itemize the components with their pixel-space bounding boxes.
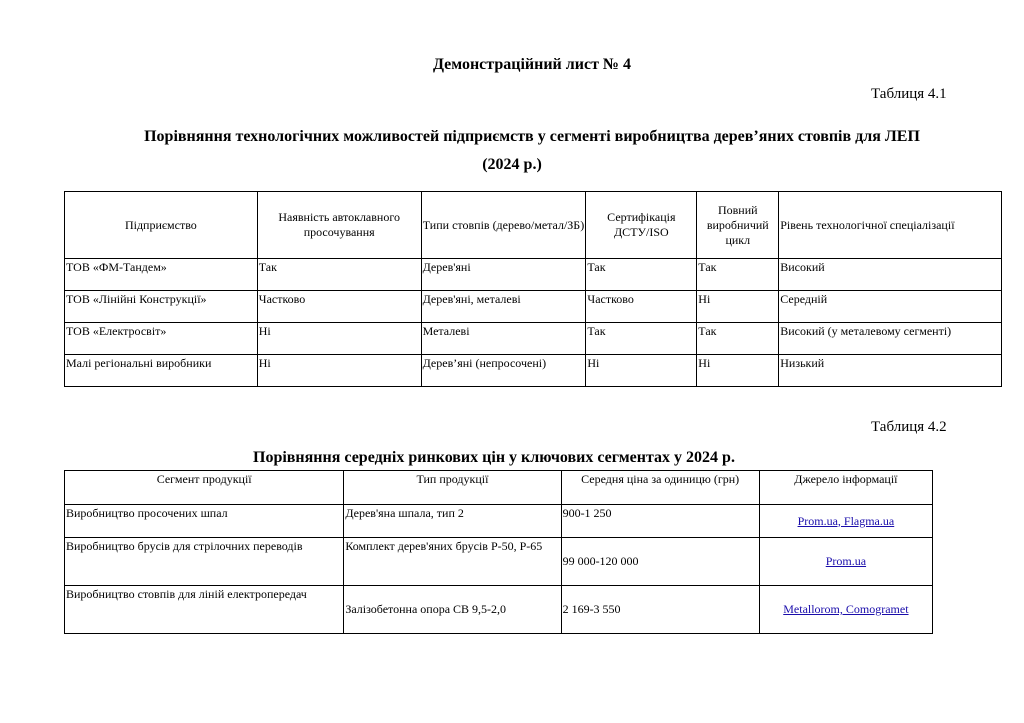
table-row — [65, 355, 1002, 387]
page-title: Демонстраційний лист № 4 — [432, 56, 632, 73]
table-cell: Металеві — [421, 323, 586, 355]
table-cell: ТОВ «Електросвіт» — [65, 323, 258, 355]
table1-caption-year: (2024 р.) — [482, 156, 542, 173]
table-cell: Так — [257, 259, 421, 291]
column-header: Сертифікація ДСТУ/ISO — [586, 192, 697, 259]
table-cell: Дерев'яна шпала, тип 2 — [344, 505, 561, 538]
price-comparison-table — [64, 470, 933, 634]
column-header: Тип продукції — [344, 471, 561, 505]
source-cell — [759, 538, 932, 586]
table-cell: Виробництво просочених шпал — [65, 505, 344, 538]
table-cell: Ні — [257, 323, 421, 355]
table-cell: ТОВ «ФМ-Тандем» — [65, 259, 258, 291]
table-cell: Залізобетонна опора СВ 9,5-2,0 — [344, 586, 561, 634]
column-header: Джерело інформації — [759, 471, 932, 505]
table-row — [65, 259, 1002, 291]
table-header-row — [65, 471, 933, 505]
table-cell: Низький — [779, 355, 1002, 387]
table-row — [65, 291, 1002, 323]
table-cell: 99 000-120 000 — [561, 538, 759, 586]
table-cell: Частково — [586, 291, 697, 323]
source-link[interactable]: Prom.ua, Flagma.ua — [797, 513, 895, 528]
table-cell: Комплект дерев'яних брусів Р-50, Р-65 — [344, 538, 561, 586]
table-row — [65, 538, 933, 586]
table-cell: Виробництво брусів для стрілочних переводів — [65, 538, 344, 586]
column-header: Сегмент продукції — [65, 471, 344, 505]
table-cell: Так — [697, 259, 779, 291]
table1-caption: Порівняння технологічних можливостей підприємств у сегменті виробництва дерев’яних стовпів для ЛЕП — [144, 128, 920, 145]
source-link[interactable]: Prom.ua — [825, 554, 867, 568]
source-link[interactable]: Metallorom, Comogramet — [783, 602, 909, 616]
column-header: Середня ціна за одиницю (грн) — [561, 471, 759, 505]
source-cell — [759, 505, 932, 538]
table-cell: Високий — [779, 259, 1002, 291]
table1-label: Таблиця 4.1 — [871, 86, 947, 102]
table-cell: Так — [697, 323, 779, 355]
source-cell — [759, 586, 932, 634]
column-header: Підприємство — [65, 192, 258, 259]
table-cell: Дерев'яні, металеві — [421, 291, 586, 323]
table-cell: Малі регіональні виробники — [65, 355, 258, 387]
table-header-row — [65, 192, 1002, 259]
table-cell: Виробництво стовпів для ліній електропередач — [65, 586, 344, 634]
table-cell: 900-1 250 — [561, 505, 759, 538]
column-header: Рівень технологічної спеціалізації — [779, 192, 1002, 259]
table-cell: Так — [586, 323, 697, 355]
table-cell: ТОВ «Лінійні Конструкції» — [65, 291, 258, 323]
table2-caption: Порівняння середніх ринкових цін у ключових сегментах у 2024 р. — [253, 449, 735, 466]
column-header: Повний виробничий цикл — [697, 192, 779, 259]
table-cell: Ні — [697, 355, 779, 387]
table-row — [65, 323, 1002, 355]
table-cell: Дерев’яні (непросочені) — [421, 355, 586, 387]
table-cell: Ні — [257, 355, 421, 387]
table-cell: Частково — [257, 291, 421, 323]
table-cell: Високий (у металевому сегменті) — [779, 323, 1002, 355]
table-cell: Дерев'яні — [421, 259, 586, 291]
table-row — [65, 586, 933, 634]
table-cell: Середній — [779, 291, 1002, 323]
table-cell: Ні — [697, 291, 779, 323]
table-cell: Ні — [586, 355, 697, 387]
table2-label: Таблиця 4.2 — [871, 419, 947, 435]
column-header: Типи стовпів (дерево/метал/ЗБ) — [421, 192, 586, 259]
table-row — [65, 505, 933, 538]
technology-comparison-table — [64, 191, 1002, 387]
table-cell: 2 169-3 550 — [561, 586, 759, 634]
column-header: Наявність автоклавного просочування — [257, 192, 421, 259]
table-cell: Так — [586, 259, 697, 291]
